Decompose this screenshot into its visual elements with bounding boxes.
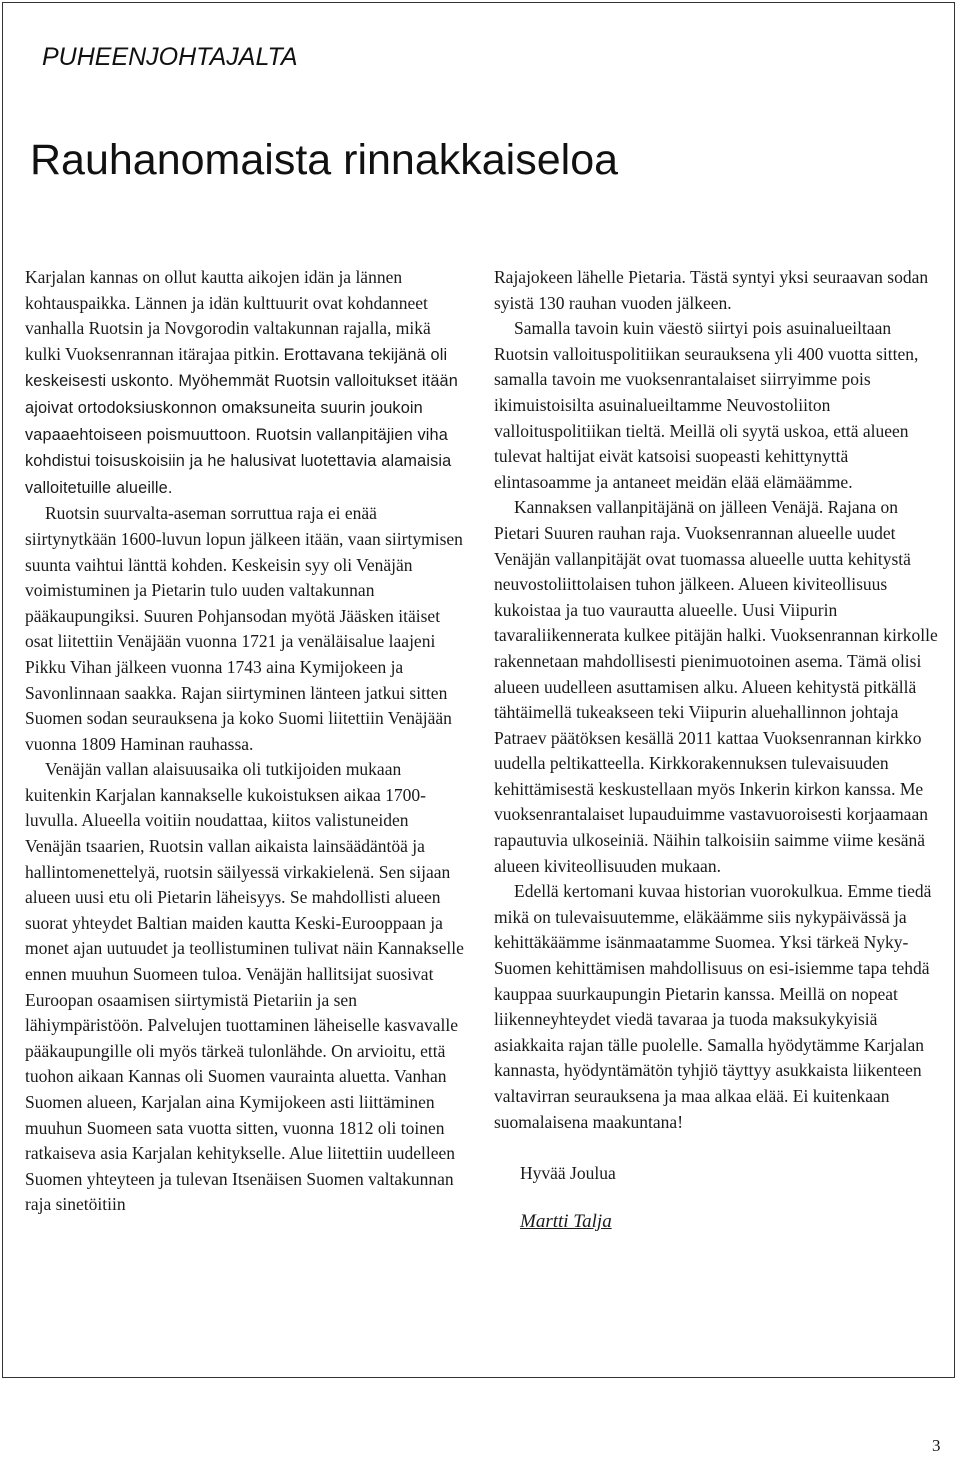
article-title: Rauhanomaista rinnakkaiseloa — [30, 136, 619, 184]
paragraph: Samalla tavoin kuin väestö siirtyi pois asuinalueiltaan Ruotsin valloituspolitiikan seurauksena yli 400 vuotta sitten, samalla tavoin me vuoksenrantalaiset siirryimme pois ikimuistoisilta asuinalueiltamme Neuvostoliiton valloituspolitiikan tieltä. Meillä oli syytä uskoa, että alueen tulevat haltijat eivät katsoisi suopeasti kehittynyttä elintasoamme ja antaneet meidän elää elämäämme. — [494, 318, 919, 492]
paragraph: Kannaksen vallanpitäjänä on jälleen Venäjä. Rajana on Pietari Suuren rauhan raja. Vuoksenrannan alueelle uudet Venäjän vallanpitäjät ovat tuomassa alueelle uutta kehitystä neuvostoliittolaisen tuhon jälkeen. Alueen kiviteollisuus kukoistaa ja tuo vaurautta alueelle. Uusi Viipurin tavaraliikennerata kulkee pitäjän halki. Vuoksenrannan kirkolle rakennetaan mahdollisesti pienimuotoinen asema. Tämä olisi alueen uudelleen asuttamisen alku. Alueen kehitystä pitkällä tähtäimellä tukeakseen teki Viipurin aluehallinnon johtaja Patraev päätöksen kesällä 2011 kattaa Vuoksenrannan kirkko uudella peltikatteella. Kirkkorakennuksen tulevaisuuden kehittämisestä keskustellaan myös Inkerin kirkon kanssa. Me vuoksenrantalaiset lupauduimme vastavuoroisesti korjaamaan rapautuvia ulkoseiniä. Näihin talkoisiin saimme viime kesänä alueen kiviteollisuuden mukaan. — [494, 497, 938, 876]
paragraph: Venäjän vallan alaisuusaika oli tutkijoiden mukaan kuitenkin Karjalan kannakselle kukoistuksen aikaa 1700-luvulla. Alueella voitiin noudattaa, kiitos valistuneiden Venäjän tsaarien, Ruotsin vallan aikaista lainsäädäntöä ja hallintomenettelyä, ruotsin säilyessä virkakielenä. Sen sijaan alueen uusi etu oli Pietarin läheisyys. Se mahdollisti alueen suorat yhteydet Baltian maiden kautta Keski-Eurooppaan ja monet ajan uutuudet ja teollistuminen tulivat näin Kannakselle ennen muuhun Suomeen tuloa. Venäjän hallitsijat suosivat Euroopan osaamisen siirtymistä Pietariin ja sen lähiympäristöön. Palvelujen tuottaminen läheiselle kasvavalle pääkaupungille oli myös tärkeä tulonlähde. On arvioitu, että tuohon aikaan Kannas oli Suomen vaurainta aluetta. Vanhan Suomen alueen, Karjalan aina Kymijokeen asti liittäminen muuhun Suomeen sata vuotta sitten, vuonna 1812 oli toinen ratkaiseva asia Karjalan kehitykselle. Alue liitettiin uudelleen Suomen yhteyteen ja tulevan Itsenäisen Suomen valtakunnan raja sinetöitiin — [25, 759, 464, 1215]
paragraph: Rajajokeen lähelle Pietaria. Tästä syntyi yksi seuraavan sodan syistä 130 rauhan vuoden jälkeen. — [494, 267, 929, 313]
paragraph — [25, 265, 465, 501]
paragraph-serif-part: Karjalan kannas on ollut kautta aikojen idän ja lännen kohtauspaikka. Lännen ja idän kulttuurit ovat kohdanneet vanhalla Ruotsin ja Novgorodin valtakunnan rajalla, mikä kulki Vuoksenrannan itärajaa pitkin. — [25, 267, 431, 364]
paragraph-sans-part: Erottavana tekijänä oli keskeisesti uskonto. Myöhemmät Ruotsin valloitukset itään ajoivat ortodoksiuskonnon omaksuneita suurin joukoin vapaaehtoiseen poismuuttoon. Ruotsin vallanpitäjien viha kohdistui toisuskoisiin ja he halusivat luotettavia alamaisia valloitetuille alueille. — [25, 345, 458, 497]
page-number: 3 — [932, 1436, 941, 1455]
paragraph: Ruotsin suurvalta-aseman sorruttua raja ei enää siirtynytkään 1600-luvun lopun jälkeen itään, vaan siirtymisen suunta vaihtui länttä kohden. Keskeisin syy oli Venäjän voimistuminen ja Pietarin tulo uuden valtakunnan pääkaupungiksi. Suuren Pohjansodan myötä Jääsken itäiset osat liitettiin Venäjään vuonna 1721 ja venäläisalue laajeni Pikku Vihan jälkeen vuonna 1743 aina Kymijokeen ja Savonlinnaan saakka. Rajan siirtyminen länteen jatkui sitten Suomen sodan seurauksena ja koko Suomi liitettiin Venäjään vuonna 1809 Haminan rauhassa. — [25, 503, 463, 754]
paragraph: Edellä kertomani kuvaa historian vuorokulkua. Emme tiedä mikä on tulevaisuutemme, eläkäämme siis nykypäivässä ja kehittäkäämme isänmaatamme Suomea. Yksi tärkeä Nyky-Suomen kehittämisen mahdollisuus on esi-isiemme tapa tehdä kauppaa suurkaupungin Pietarin kanssa. Meillä on nopeat liikenneyhteydet viedä tavaraa ja tuoda maksukykyisiä asiakkaita rajan tälle puolelle. Samalla hyödytämme Karjalan kannasta, hyödyntämätön tyhjiö täyttyy asukkaista liikenteen valtavirran seurauksena ja maa alkaa elää. Ei kuitenkaan suomalaisena maakuntana! — [494, 881, 932, 1132]
right-column — [494, 265, 940, 1234]
signature: Martti Talja — [520, 1210, 612, 1232]
left-column — [25, 265, 465, 1218]
closing-greeting: Hyvää Joulua — [520, 1163, 616, 1184]
section-label: PUHEENJOHTAJALTA — [42, 43, 298, 71]
